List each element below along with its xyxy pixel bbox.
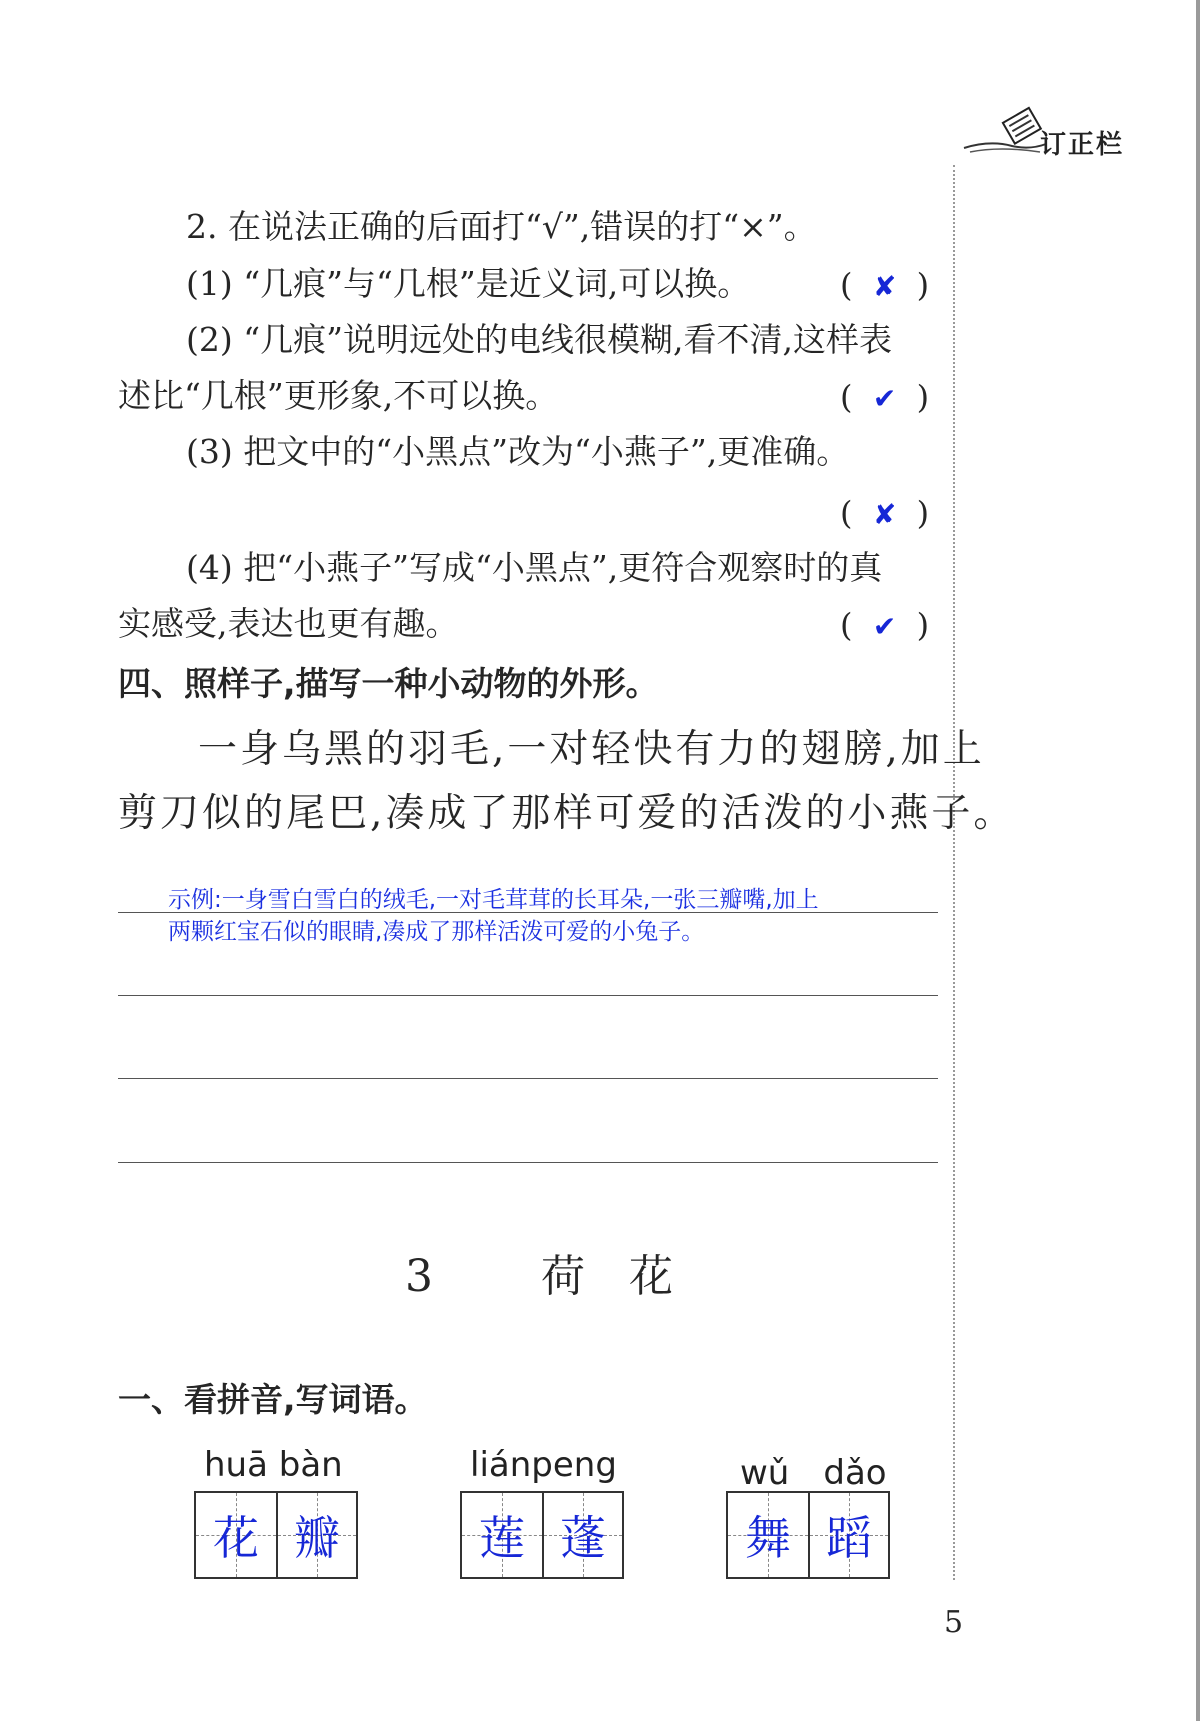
cross-mark-icon: ✘ xyxy=(872,270,897,303)
written-char: 莲 xyxy=(479,1511,525,1565)
lesson-title xyxy=(405,1240,673,1304)
question2-item1-line1: (1) “几痕”与“几根”是近义词,可以换。 xyxy=(186,264,751,303)
writing-line-2 xyxy=(118,995,938,996)
answer-paren-4: ( ✔ ) xyxy=(840,606,930,644)
page-edge xyxy=(1196,0,1200,1721)
grid-cell xyxy=(728,1493,808,1577)
question2-item2-line1: (2) “几痕”说明远处的电线很模糊,看不清,这样表 xyxy=(186,320,892,359)
grid-cell xyxy=(276,1493,356,1577)
grid-cell xyxy=(196,1493,276,1577)
pinyin-1: huā bàn xyxy=(204,1445,343,1485)
correction-column-title: 订正栏 xyxy=(1040,130,1125,160)
grid-cell xyxy=(462,1493,542,1577)
answer-line1: 示例:一身雪白雪白的绒毛,一对毛茸茸的长耳朵,一张三瓣嘴,加上 xyxy=(168,887,819,913)
pinyin-2: liánpeng xyxy=(470,1445,617,1485)
writing-grid-3 xyxy=(726,1491,890,1579)
question2-heading: 2. 在说法正确的后面打“√”,错误的打“×”。 xyxy=(186,207,817,246)
writing-grid-1 xyxy=(194,1491,358,1579)
section4-heading: 四、照样子,描写一种小动物的外形。 xyxy=(118,664,659,703)
question2-item2-line2: 述比“几根”更形象,不可以换。 xyxy=(118,376,559,415)
written-char: 舞 xyxy=(745,1511,791,1565)
answer-line2: 两颗红宝石似的眼睛,凑成了那样活泼可爱的小兔子。 xyxy=(168,919,705,945)
correction-column-divider xyxy=(953,165,955,1580)
check-mark-icon: ✔ xyxy=(872,610,897,643)
answer-paren-2: ( ✔ ) xyxy=(840,378,930,416)
sample-line2: 剪刀似的尾巴,凑成了那样可爱的活泼的小燕子。 xyxy=(118,791,1016,836)
answer-paren-3: ( ✘ ) xyxy=(840,494,930,532)
question2-item3-line1: (3) 把文中的“小黑点”改为“小燕子”,更准确。 xyxy=(186,432,850,471)
written-char: 蓬 xyxy=(560,1511,606,1565)
section1-heading: 一、看拼音,写词语。 xyxy=(118,1380,428,1419)
grid-cell xyxy=(808,1493,888,1577)
grid-cell xyxy=(542,1493,622,1577)
pinyin-3: wǔ dǎo xyxy=(740,1453,887,1493)
answer-paren-1: ( ✘ ) xyxy=(840,266,930,304)
check-mark-icon: ✔ xyxy=(872,382,897,415)
writing-line-4 xyxy=(118,1162,938,1163)
written-char: 瓣 xyxy=(294,1511,340,1565)
page-number: 5 xyxy=(944,1605,964,1640)
lesson-number: 3 xyxy=(405,1251,433,1302)
question2-item4-line1: (4) 把“小燕子”写成“小黑点”,更符合观察时的真 xyxy=(186,548,883,587)
writing-grid-2 xyxy=(460,1491,624,1579)
writing-line-3 xyxy=(118,1078,938,1079)
lesson-name: 荷 花 xyxy=(540,1251,673,1302)
cross-mark-icon: ✘ xyxy=(872,498,897,531)
writing-line-1 xyxy=(118,912,938,913)
question2-item4-line2: 实感受,表达也更有趣。 xyxy=(118,604,459,643)
sample-line1: 一身乌黑的羽毛,一对轻快有力的翅膀,加上 xyxy=(198,727,985,772)
pencil-icon xyxy=(960,100,1050,160)
written-char: 蹈 xyxy=(826,1511,872,1565)
written-char: 花 xyxy=(213,1511,259,1565)
